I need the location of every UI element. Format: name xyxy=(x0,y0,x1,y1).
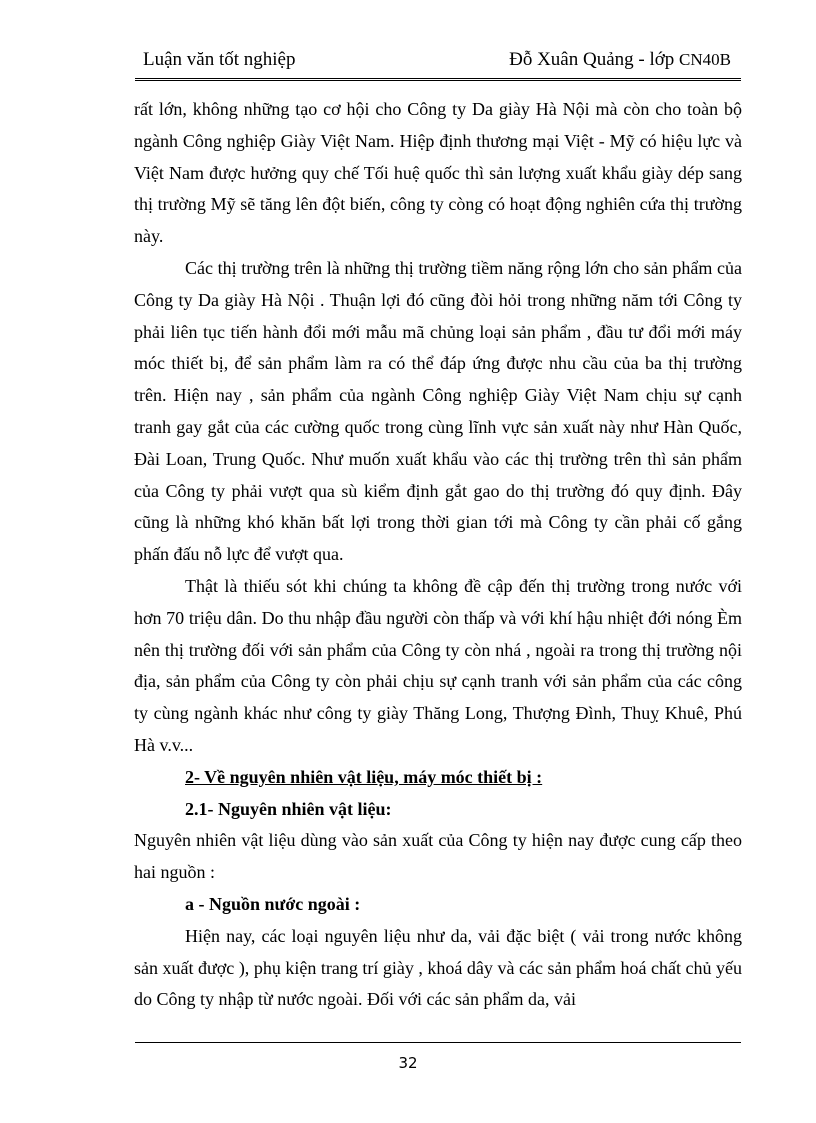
paragraph-3: Thật là thiếu sót khi chúng ta không đề cập đến thị trường trong nước với hơn 70 triệu dân. Do thu nhập đầu người còn thấp và với khí hậu nhiệt đới nóng Èm nên thị trường đối với sản phẩm của Công ty còn nhá , ngoài ra trong thị trường nội địa, sản phẩm của Công ty còn phải chịu sự cạnh tranh với sản phẩm của các công ty cùng ngành khác như công ty giày Thăng Long, Thượng Đình, Thuỵ Khuê, Phú Hà v.v... xyxy=(134,575,742,755)
paragraph-2: Các thị trường trên là những thị trường tiềm năng rộng lớn cho sản phẩm của Công ty Da giày Hà Nội . Thuận lợi đó cũng đòi hỏi trong những năm tới Công ty phải liên tục tiến hành đổi mới mẫu mã chủng loại sản phẩm , đầu tư đổi mới máy móc thiết bị, để sản phẩm làm ra có thể đáp ứng được nhu cầu của ba thị trường trên. Hiện nay , sản phẩm của ngành Công nghiệp Giày Việt Nam chịu sự cạnh tranh gay gắt của các cường quốc trong cùng lĩnh vực sản xuất này như Hàn Quốc, Đài Loan, Trung Quốc. Như muốn xuất khẩu vào các thị trường trên thì sản phẩm của Công ty phải vượt qua sù kiểm định gắt gao do thị trường đó quy định. Đây cũng là những khó khăn bất lợi trong thời gian tới mà Công ty cần phải cố gắng phấn đấu nỗ lực để vượt qua. xyxy=(134,257,742,565)
subsection-heading-a: a - Nguồn nước ngoài : xyxy=(185,893,361,914)
header-class: CN40B xyxy=(679,50,731,69)
header-author-name: Đỗ Xuân Quảng - lớp xyxy=(509,49,675,70)
paragraph-5: Hiện nay, các loại nguyên liệu như da, vải đặc biệt ( vải trong nước không sản xuất được ), phụ kiện trang trí giày , khoá dây và các sản phẩm hoá chất chủ yếu do Công ty nhập từ nước ngoài. Đối với các sản phẩm da, vải xyxy=(134,925,742,1010)
paragraph-1: rất lớn, không những tạo cơ hội cho Công ty Da giày Hà Nội mà còn cho toàn bộ ngành Công nghiệp Giày Việt Nam. Hiệp định thương mại Việt - Mỹ có hiệu lực và Việt Nam được hưởng quy chế Tối huệ quốc thì sản lượng xuất khẩu giày dép sang thị trường Mỹ sẽ tăng lên đột biến, công ty còng có hoạt động nghiên cứa thị trường này. xyxy=(134,99,742,247)
section-heading-2-text: 2- Về nguyên nhiên vật liệu, máy móc thiết bị : xyxy=(185,766,543,787)
section-heading-2 xyxy=(134,762,742,794)
document-body xyxy=(134,94,742,1016)
paragraph-4: Nguyên nhiên vật liệu dùng vào sản xuất của Công ty hiện nay được cung cấp theo hai nguồn : xyxy=(134,830,742,883)
footer-rule xyxy=(135,1042,741,1043)
page-header xyxy=(135,48,741,81)
header-author xyxy=(509,49,731,71)
page-number: 32 xyxy=(398,1054,418,1072)
header-thesis-title: Luận văn tốt nghiệp xyxy=(143,49,296,70)
section-heading-2-1: 2.1- Nguyên nhiên vật liệu: xyxy=(185,798,392,819)
